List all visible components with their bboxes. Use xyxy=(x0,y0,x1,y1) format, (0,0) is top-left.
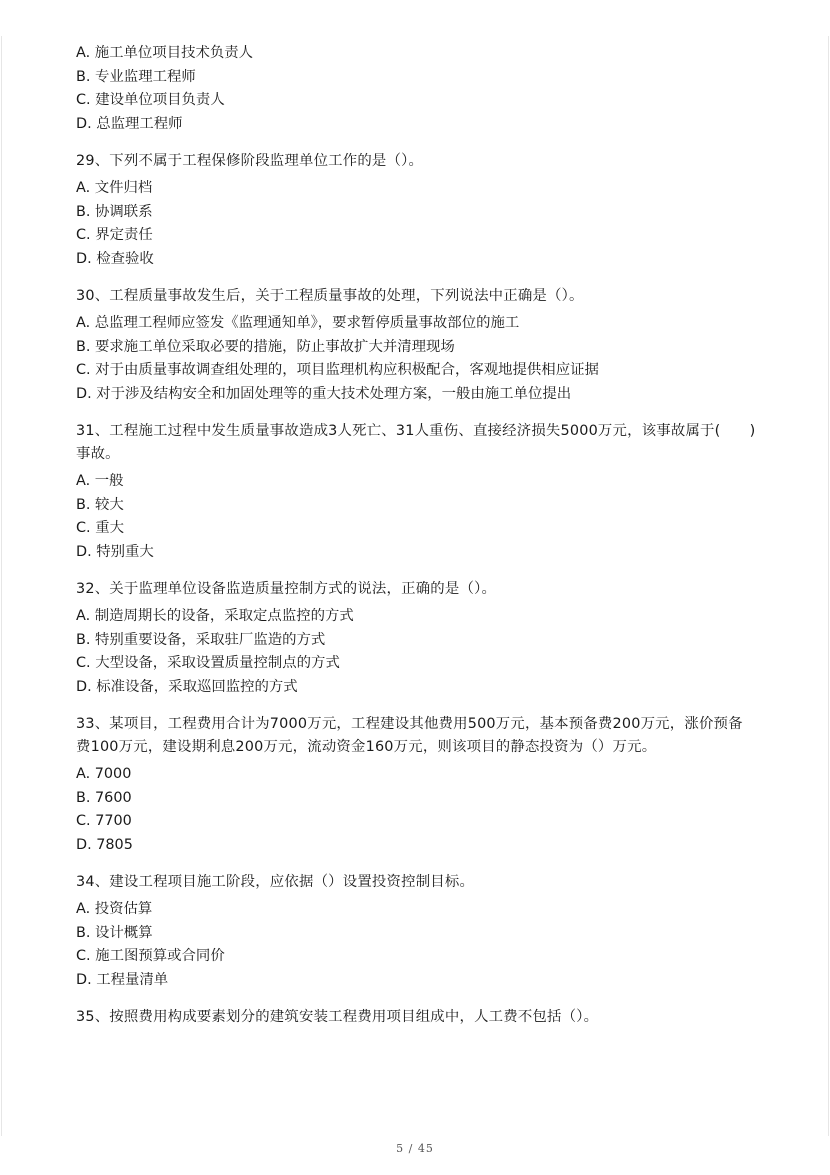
option: C. 界定责任 xyxy=(76,227,153,243)
option: A. 一般 xyxy=(76,473,124,489)
question-text: 32、关于监理单位设备监造质量控制方式的说法，正确的是（）。 xyxy=(76,581,497,597)
option: A. 7000 xyxy=(76,766,132,782)
option: B. 特别重要设备，采取驻厂监造的方式 xyxy=(76,631,326,648)
option: D. 特别重大 xyxy=(76,543,154,560)
question-text: 35、按照费用构成要素划分的建筑安装工程费用项目组成中，人工费不包括（）。 xyxy=(76,1009,599,1025)
page-number: 5 / 45 xyxy=(396,1142,434,1155)
option: A. 总监理工程师应签发《监理通知单》，要求暂停质量事故部位的施工 xyxy=(76,315,520,331)
option: C. 对于由质量事故调查组处理的，项目监理机构应积极配合，客观地提供相应证据 xyxy=(76,362,599,378)
option: B. 7600 xyxy=(76,789,132,806)
option: B. 专业监理工程师 xyxy=(76,68,196,85)
question-text: 30、工程质量事故发生后，关于工程质量事故的处理，下列说法中正确是（）。 xyxy=(76,288,584,304)
question-text: 33、某项目，工程费用合计为7000万元，工程建设其他费用500万元，基本预备费200万元，涨价预备费100万元，建设期利息200万元，流动资金160万元，则该项目的静态投资为（）万元。 xyxy=(76,716,743,755)
option: D. 总监理工程师 xyxy=(76,115,183,132)
question-28-options xyxy=(76,42,756,136)
option: C. 大型设备，采取设置质量控制点的方式 xyxy=(76,655,340,671)
page-edge-right xyxy=(828,36,829,1136)
question-32 xyxy=(76,578,756,699)
question-30 xyxy=(76,285,756,406)
option: D. 检查验收 xyxy=(76,250,154,267)
question-31 xyxy=(76,420,756,564)
question-35 xyxy=(76,1006,756,1029)
option: D. 工程量清单 xyxy=(76,971,169,988)
question-text: 31、工程施工过程中发生质量事故造成3人死亡、31人重伤、直接经济损失5000万元，该事故属于( )事故。 xyxy=(76,423,756,462)
option: A. 文件归档 xyxy=(76,180,153,196)
option: A. 施工单位项目技术负责人 xyxy=(76,45,254,61)
option: B. 要求施工单位采取必要的措施，防止事故扩大并清理现场 xyxy=(76,338,455,355)
option: D. 标准设备，采取巡回监控的方式 xyxy=(76,678,298,695)
option: B. 设计概算 xyxy=(76,924,153,941)
option: C. 建设单位项目负责人 xyxy=(76,92,225,108)
option: A. 制造周期长的设备，采取定点监控的方式 xyxy=(76,608,354,624)
document-content xyxy=(76,42,756,1043)
question-34 xyxy=(76,871,756,992)
question-29 xyxy=(76,150,756,271)
option: C. 7700 xyxy=(76,813,132,829)
question-text: 29、下列不属于工程保修阶段监理单位工作的是（）。 xyxy=(76,153,424,169)
option: D. 对于涉及结构安全和加固处理等的重大技术处理方案，一般由施工单位提出 xyxy=(76,385,572,402)
option: D. 7805 xyxy=(76,836,133,853)
option: B. 协调联系 xyxy=(76,203,153,220)
option: C. 重大 xyxy=(76,520,124,536)
question-33 xyxy=(76,713,756,857)
question-text: 34、建设工程项目施工阶段，应依据（）设置投资控制目标。 xyxy=(76,874,475,890)
option: A. 投资估算 xyxy=(76,901,153,917)
option: C. 施工图预算或合同价 xyxy=(76,948,225,964)
option: B. 较大 xyxy=(76,496,124,513)
page-edge-left xyxy=(1,36,2,1136)
